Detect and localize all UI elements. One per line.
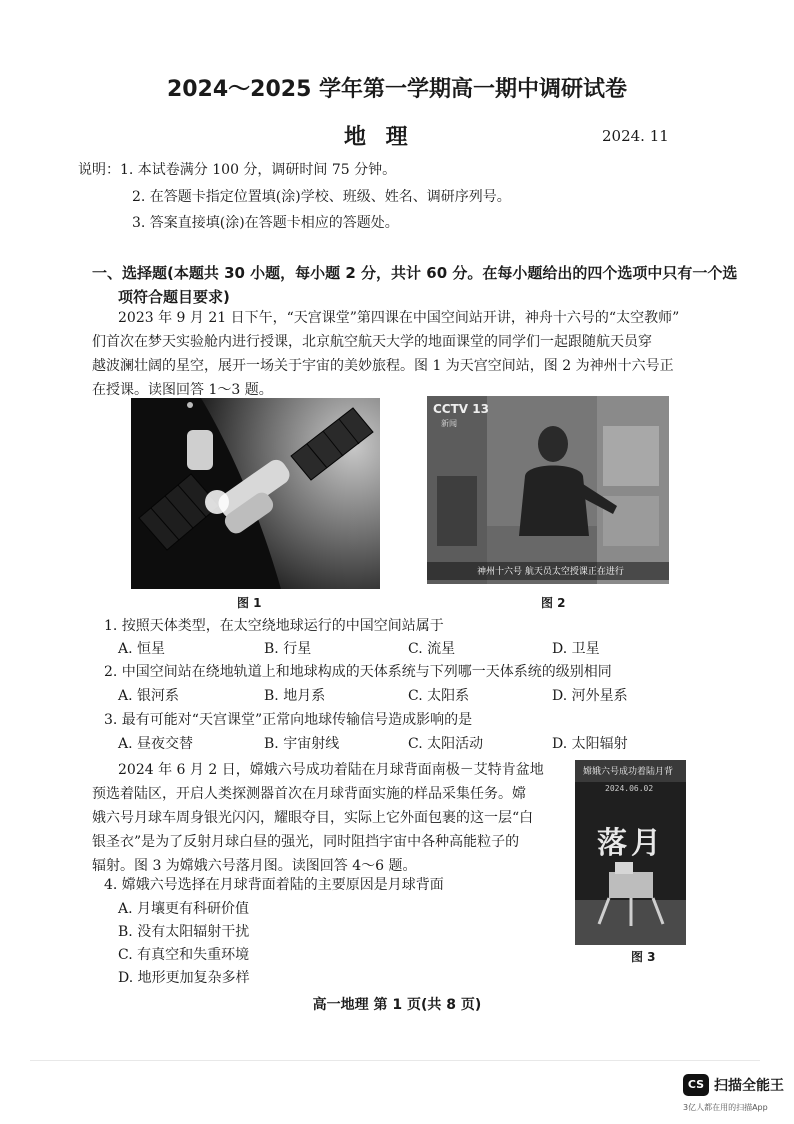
passage2-line: 银圣衣”是为了反射月球白昼的强光，同时阻挡宇宙中各种高能粒子的 [92,834,520,850]
question-1-stem: 1. 按照天体类型，在太空绕地球运行的中国空间站属于 [104,618,444,634]
poster-date: 2024.06.02 [605,784,654,793]
question-4-stem: 4. 嫦娥六号选择在月球背面着陆的主要原因是月球背面 [104,877,444,893]
passage2-line: 娥六号月球车周身银光闪闪，耀眼夺目，实际上它外面包裹的这一层“白 [92,810,534,826]
question-3-option-a: A. 昼夜交替 [118,736,194,752]
question-2-option-b: B. 地月系 [264,688,326,704]
question-4-option-c: C. 有真空和失重环境 [118,947,250,963]
question-1-option-d: D. 卫星 [552,641,600,657]
question-1-option-a: A. 恒星 [118,641,166,657]
camscanner-tagline: 3亿人都在用的扫描App [683,1103,768,1112]
exam-date: 2024. 11 [602,127,669,145]
exam-subject: 地 理 [344,125,414,150]
space-station-illustration [131,398,380,589]
instruction-1: 说明：1. 本试卷满分 100 分，调研时间 75 分钟。 [78,162,397,178]
passage2-line: 辐射。图 3 为嫦娥六号落月图。读图回答 4～6 题。 [92,858,417,874]
space-lecture-illustration [427,396,669,584]
scan-divider [30,1060,760,1061]
cctv-logo-sub: 新闻 [441,419,457,428]
passage2-line: 预选着陆区，开启人类探测器首次在月球背面实施的样品采集任务。嫦 [92,786,526,802]
question-2-option-c: C. 太阳系 [408,688,470,704]
page-footer: 高一地理 第 1 页(共 8 页) [312,997,482,1013]
question-2-option-d: D. 河外星系 [552,688,628,704]
news-banner-text: 神州十六号 航天员太空授课正在进行 [477,567,624,577]
question-1-option-b: B. 行星 [264,641,312,657]
question-3-option-c: C. 太阳活动 [408,736,484,752]
question-3-stem: 3. 最有可能对“天宫课堂”正常向地球传输信号造成影响的是 [104,712,473,728]
question-2-option-a: A. 银河系 [118,688,180,704]
question-4-option-b: B. 没有太阳辐射干扰 [118,924,250,940]
instruction-2: 2. 在答题卡指定位置填(涂)学校、班级、姓名、调研序列号。 [132,189,511,205]
camscanner-name: 扫描全能王 [714,1078,784,1094]
figure3-caption: 图 3 [631,950,656,964]
figure2-caption: 图 2 [541,596,566,610]
figure1-space-station-photo [131,398,380,589]
passage1-line: 2023 年 9 月 21 日下午，“天宫课堂”第四课在中国空间站开讲，神舟十六号的“太空教师” [118,310,680,326]
question-2-stem: 2. 中国空间站在绕地轨道上和地球构成的天体系统与下列哪一天体系统的级别相同 [104,664,612,680]
section-heading-cont: 项符合题目要求) [118,288,230,306]
question-4-option-a: A. 月壤更有科研价值 [118,901,250,917]
poster-title: 落月 [597,826,665,861]
exam-title: 2024～2025 学年第一学期高一期中调研试卷 [166,77,628,102]
section-heading: 一、选择题(本题共 30 小题，每小题 2 分，共计 60 分。在每小题给出的四个选项中只有一个选 [92,264,738,282]
figure2-lecture-photo [427,396,669,584]
passage1-line: 在授课。读图回答 1～3 题。 [92,382,273,398]
camscanner-logo-icon: CS [683,1074,709,1096]
instruction-3: 3. 答案直接填(涂)在答题卡相应的答题处。 [132,215,399,231]
question-4-option-d: D. 地形更加复杂多样 [118,970,250,986]
question-3-option-b: B. 宇宙射线 [264,736,340,752]
passage2-line: 2024 年 6 月 2 日，嫦娥六号成功着陆在月球背面南极－艾特肯盆地 [118,762,544,778]
figure3-lander-poster [575,760,686,945]
passage1-line: 们首次在梦天实验舱内进行授课，北京航空航天大学的地面课堂的同学们一起跟随航天员穿 [92,334,652,350]
question-3-option-d: D. 太阳辐射 [552,736,628,752]
passage1-line: 越波澜壮阔的星空，展开一场关于宇宙的美妙旅程。图 1 为天宫空间站，图 2 为神州十六号正 [92,358,674,374]
cctv-logo: CCTV 13 [433,402,489,416]
figure1-caption: 图 1 [237,596,262,610]
question-1-option-c: C. 流星 [408,641,456,657]
poster-banner: 嫦娥六号成功着陆月背 [583,767,674,777]
